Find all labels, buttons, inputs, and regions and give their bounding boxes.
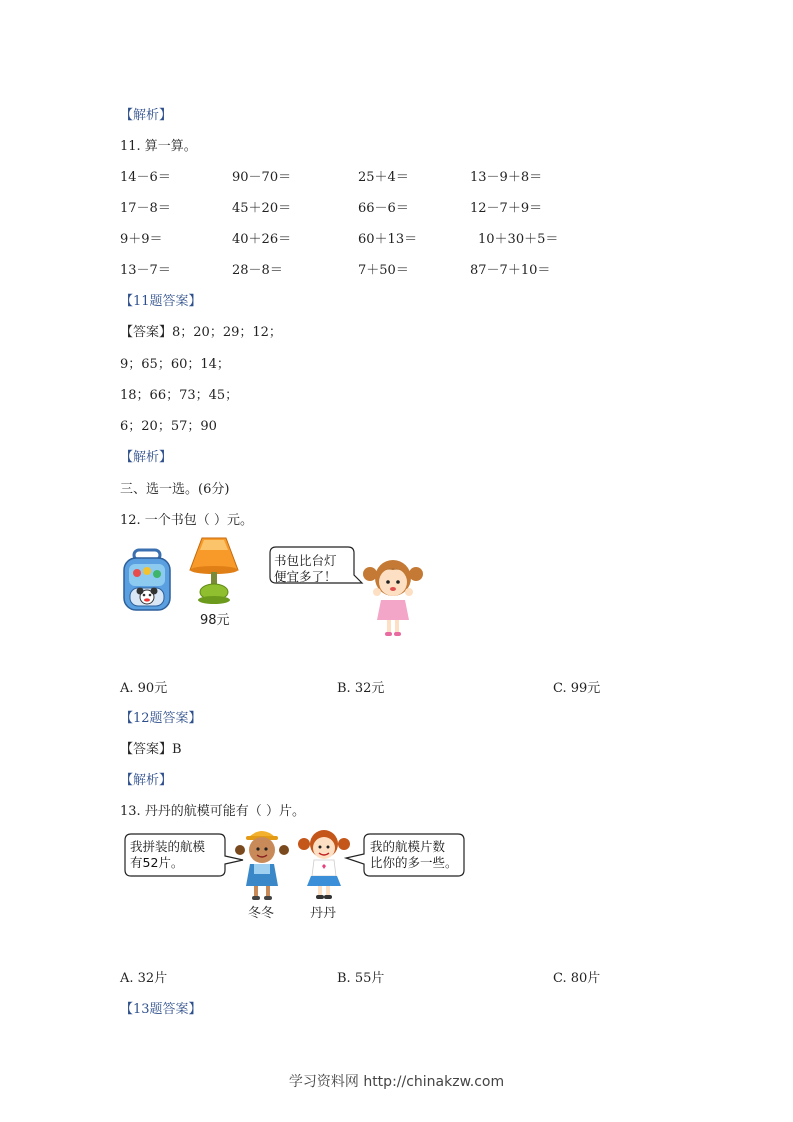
backpack-image <box>120 548 174 614</box>
q11-cell: 60＋13＝ <box>358 232 418 247</box>
q11-cell: 9＋9＝ <box>120 232 163 247</box>
bubble-q13-left-line2: 有52片。 <box>130 855 184 870</box>
q11-answer-line: 18；66；73；45； <box>120 388 239 403</box>
q11-cell: 12－7＋9＝ <box>470 201 543 216</box>
jiexi-label-2: 【解析】 <box>120 450 173 465</box>
q12-option-a: A. 90元 <box>120 681 168 696</box>
jiexi-label-3: 【解析】 <box>120 773 173 788</box>
q11-cell: 28－8＝ <box>232 263 283 278</box>
section-3-title: 三、选一选。(6分) <box>120 482 230 497</box>
q11-cell: 7＋50＝ <box>358 263 409 278</box>
q13-answer-header: 【13题答案】 <box>120 1002 202 1017</box>
q13-option-b: B. 55片 <box>337 971 385 986</box>
q11-cell: 17－8＝ <box>120 201 171 216</box>
q12-option-c: C. 99元 <box>553 681 601 696</box>
q13-title: 13. 丹丹的航模可能有（ ）片。 <box>120 804 305 819</box>
q13-option-a: A. 32片 <box>120 971 168 986</box>
q13-option-c: C. 80片 <box>553 971 601 986</box>
q11-cell: 25＋4＝ <box>358 170 409 185</box>
bubble-q12-line1: 书包比台灯 <box>274 553 337 568</box>
bubble-q13-right-line1: 我的航模片数 <box>370 839 446 854</box>
bubble-q12-line2: 便宜多了！ <box>274 569 337 584</box>
name-dongdong: 冬冬 <box>248 906 275 921</box>
jiexi-label-1: 【解析】 <box>120 108 173 123</box>
q12-answer: 【答案】B <box>120 742 182 757</box>
dongdong-image <box>234 824 290 902</box>
dandan-image <box>298 826 350 902</box>
q12-answer-header: 【12题答案】 <box>120 711 202 726</box>
q12-title: 12. 一个书包（ ）元。 <box>120 513 253 528</box>
q12-option-b: B. 32元 <box>337 681 385 696</box>
q11-cell: 13－7＝ <box>120 263 171 278</box>
footer-website: 学习资料网 http://chinakzw.com <box>288 1074 505 1090</box>
bubble-q13-left-line1: 我拼装的航模 <box>130 839 206 854</box>
q11-cell: 87－7＋10＝ <box>470 263 551 278</box>
q11-cell: 45＋20＝ <box>232 201 292 216</box>
name-dandan: 丹丹 <box>310 906 337 921</box>
q11-cell: 10＋30＋5＝ <box>478 232 559 247</box>
q11-answer-header: 【11题答案】 <box>120 294 202 309</box>
q11-cell: 13－9＋8＝ <box>470 170 543 185</box>
bubble-q13-right-line2: 比你的多一些。 <box>370 855 458 870</box>
q11-cell: 90－70＝ <box>232 170 292 185</box>
q11-answer-line: 9；65；60；14； <box>120 357 230 372</box>
q11-title: 11. 算一算。 <box>120 139 197 154</box>
q11-cell: 40＋26＝ <box>232 232 292 247</box>
lamp-price-label: 98元 <box>200 613 230 628</box>
q11-cell: 14－6＝ <box>120 170 171 185</box>
q11-answer-line: 6；20；57；90 <box>120 419 217 434</box>
q11-cell: 66－6＝ <box>358 201 409 216</box>
lamp-image <box>188 534 240 608</box>
girl-image <box>362 556 424 638</box>
q11-answer-line: 【答案】8；20；29；12； <box>120 325 282 340</box>
